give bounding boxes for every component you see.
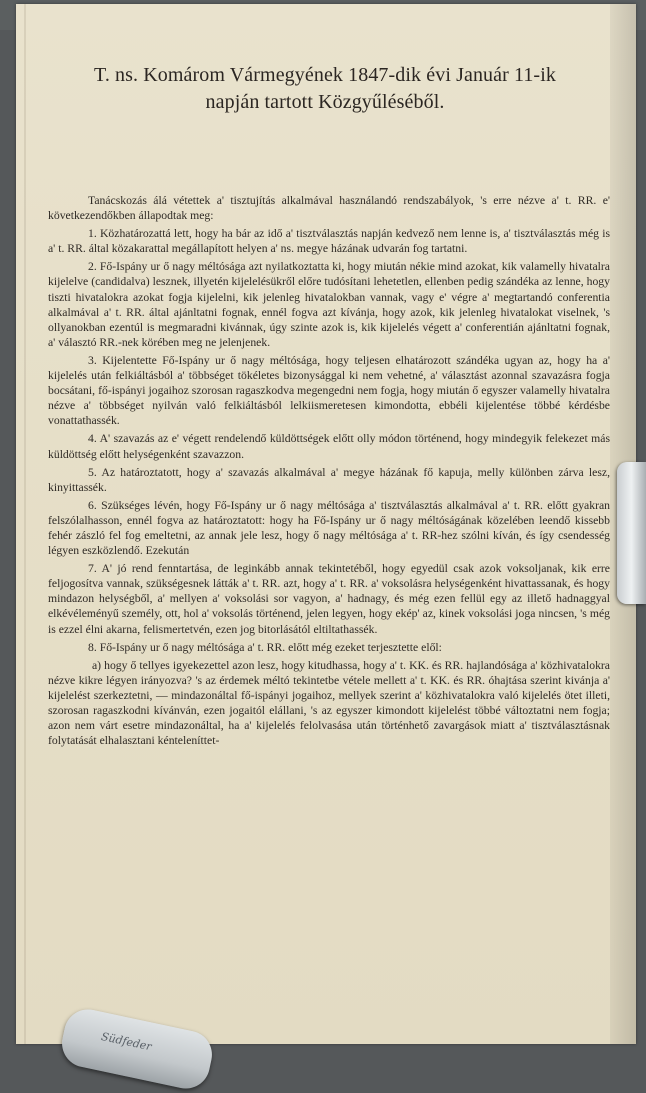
document-title	[40, 62, 610, 116]
paragraph-point-1: 1. Közhatározattá lett, hogy ha bár az idő a' tisztválasztás napján kedvező nem lenne is, a' tisztválasztás még is a' t. RR. által közakarattal megállapított helyen a' ns. megye házának udvarán fog tartatni.	[48, 227, 610, 256]
clip-logo: Südfeder	[100, 1029, 153, 1054]
paragraph-point-6: 6. Szükséges lévén, hogy Fő-Ispány ur ő nagy méltósága a' tisztválasztás alkalmával a' t. RR. előtt gyakran felszólalhasson, ennél fogva az határoztatott: hogy ha Fő-Ispány ur ő nagy méltóságának közelében leendő kissebb fehér zászló fel fog emeltetni, az annak jele lesz, hogy ő nagy méltósága a' t. RR-hez szólni kíván, és így csendesség légyen eszközlendő. Ezekután	[48, 498, 610, 558]
paragraph-point-5: 5. Az határoztatott, hogy a' szavazás alkalmával a' megye házának fő kapuja, melly különben zárva lesz, kinyittassék.	[48, 465, 610, 494]
paragraph-intro: Tanácskozás álá vétettek a' tisztujítás alkalmával használandó rendszabályok, 's erre nézve a' t. RR. e' következendőkben állapodtak meg:	[48, 194, 610, 223]
paragraph-point-4: 4. A' szavazás az e' végett rendelendő küldöttségek előtt olly módon történend, hogy mindegyik felekezet más küldöttség előtt helységenként szavazzon.	[48, 432, 610, 461]
title-line-1: T. ns. Komárom Vármegyének 1847-dik évi Január 11-ik	[94, 64, 556, 86]
document-body	[48, 193, 610, 748]
paragraph-point-2: 2. Fő-Ispány ur ő nagy méltósága azt nyilatkoztatta ki, hogy miután nékie mind azokat, kik valamelly hivatalra kijelelve (candidalva) lesznek, illyetén kijelelésükről előre tudósítani lehetetlen, ellenben pedig szándéka az lenne, hogy tiszti hivatalokra azokat fogja kijelelni, kik jelenleg hivatalokban vannak, vagy e' végre a' megtartandó conferentia alkalmával a' t. RR. által ajánltatni fognak, ennél fogva azt kívánja, hogy azok, kik jelenleg hivatalokat viselnek, 's ollyanokban ezentúl is megmaradni kivánnak, úgy szinte azok is, kik kijelelés végett a' conferentián ajánltatni fognak, a' választó RR.-nek körében meg ne jelenjenek.	[48, 260, 610, 349]
paragraph-point-7: 7. A' jó rend fenntartása, de leginkább annak tekintetéből, hogy egyedül csak azok voksoljanak, kik erre feljogosítva vannak, szükségesnek látták a' t. RR. azt, hogy a' t. RR. a' voksolásra helységenként hivattassanak, és hogy mindazon helységből, a' mellyen a' voksolási sor vagyon, a' hadnagy, és még ezen fellül egy az illető hadnaggyal elkévéleményű személy, ott, hol a' voksolás történend, jelen legyen, hogy ekép' az, kinek voksolási joga nincsen, 's még is ezzel élni akarna, felismertetvén, ezen jog bitorlásától eltiltathassék.	[48, 562, 610, 636]
paragraph-point-8: 8. Fő-Ispány ur ő nagy méltósága a' t. RR. előtt még ezeket terjesztette elől:	[88, 640, 442, 654]
title-line-2: napján tartott Közgyűléséből.	[205, 91, 445, 113]
paragraph-point-8a: a) hogy ő tellyes igyekezettel azon lesz, hogy kitudhassa, hogy a' t. KK. és RR. hajlandósága a' közhivatalokra nézve kikre légyen irányozva? 's az érdemek méltó tekintetbe vétele mellett a' t. KK. és RR. óhajtása szerint kivánja a' kijelelést szerkeztetni, — mindazonáltal fő-ispányi jogaihoz, mellyek szerint a' közhivatalokra való kijelelés ötet illeti, szorosan ragaszkodni kívánván, ezen jogaitól elállani, 's az egyszer kimondott kijelelést többé változtatni nem fogja; azon nem várt esetre mindazonáltal, ha a' kijelelés felolvasása után történhető zavargások miatt a' tisztválasztásnak folytatását elhalasztani kénteleníttet-	[48, 658, 610, 748]
binder-clip-right	[617, 462, 646, 604]
paragraph-point-3: 3. Kijelentette Fő-Ispány ur ő nagy méltósága, hogy teljesen elhatározott szándéka ugyan az, hogy ha a' kijelelés után felkiáltásból a' többséget tökéletes bizonysággal ki nem vehetné, a' választást azonnal szavazásra fogja bocsátani, fő-ispányi jogaihoz szorosan ragaszkodva megengedni nem fogja, hogy miután ő egyszer valamelly hivatalra nézve a' többséget nyilván való felkiáltásból lelkiismeretesen kimondotta, ebbéli kijelentése többé kérdésbe vonattathassék.	[48, 353, 610, 428]
